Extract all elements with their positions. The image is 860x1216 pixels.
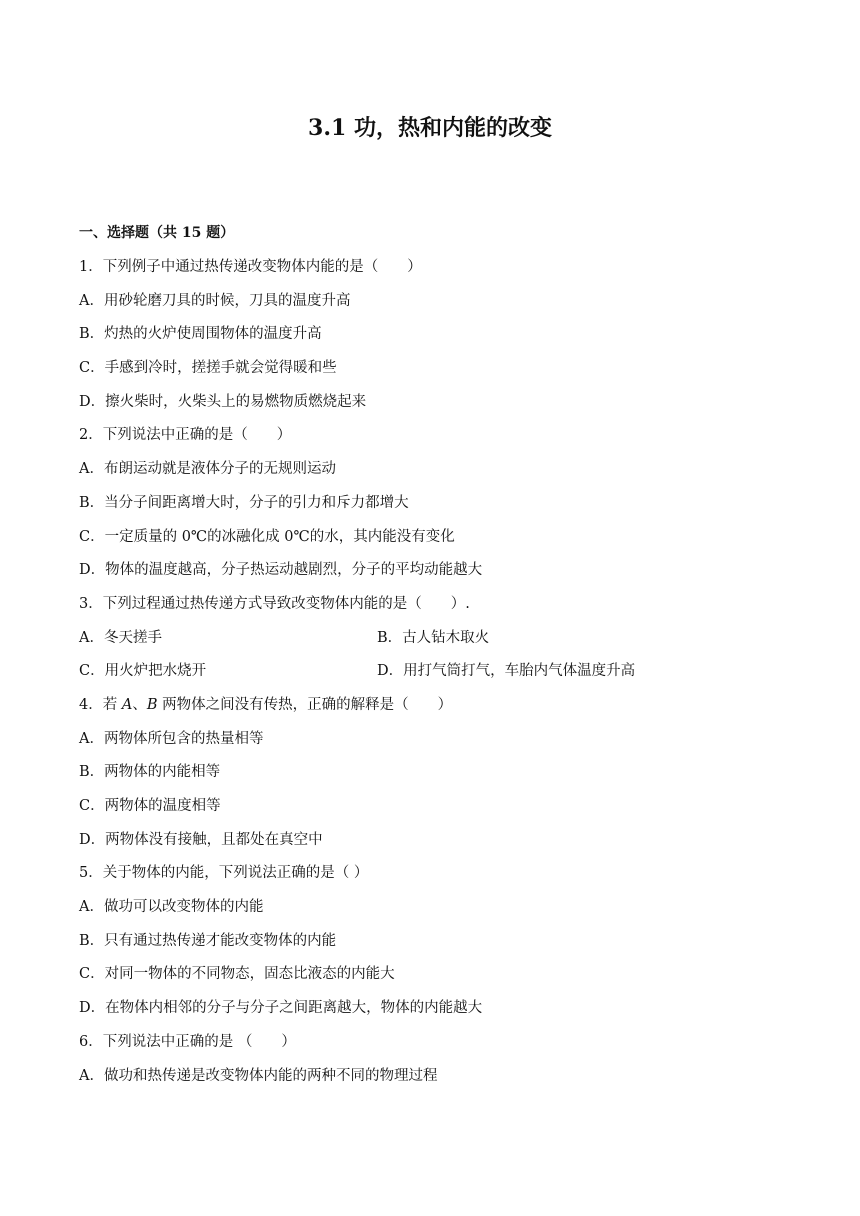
question-5-option-b: B．只有通过热传递才能改变物体的内能: [79, 932, 337, 949]
question-1-option-b: B．灼热的火炉使周围物体的温度升高: [79, 326, 322, 343]
question-3-option-b: B．古人钻木取火: [377, 629, 490, 646]
question-1-option-d: D．擦火柴时，火柴头上的易燃物质燃烧起来: [79, 393, 367, 410]
question-1-stem: 1．下列例子中通过热传递改变物体内能的是（ ）: [79, 259, 422, 275]
question-6-option-a: A．做功和热传递是改变物体内能的两种不同的物理过程: [79, 1067, 438, 1084]
question-4-option-b: B．两物体的内能相等: [79, 764, 221, 781]
section-heading: 一、选择题（共 15 题）: [79, 225, 235, 241]
question-6-stem: 6．下列说法中正确的是 （ ）: [79, 1033, 296, 1050]
question-list: [79, 256, 779, 1098]
question-1-option-a: A．用砂轮磨刀具的时候，刀具的温度升高: [79, 292, 351, 309]
question-5-option-d: D．在物体内相邻的分子与分子之间距离越大，物体的内能越大: [79, 1000, 483, 1017]
question-3-option-c: C．用火炉把水烧开: [79, 663, 207, 680]
question-4-option-a: A．两物体所包含的热量相等: [79, 730, 264, 747]
question-5-option-a: A．做功可以改变物体的内能: [79, 899, 264, 916]
question-2-stem: 2．下列说法中正确的是（ ）: [79, 427, 292, 444]
question-4-stem-separator: 、: [132, 696, 147, 713]
variable-b: B: [146, 696, 158, 713]
question-4-option-c: C．两物体的温度相等: [79, 798, 221, 814]
question-5-stem: 5．关于物体的内能，下列说法正确的是（ ）: [79, 865, 369, 882]
question-2-option-d: D．物体的温度越高，分子热运动越剧烈，分子的平均动能越大: [79, 562, 483, 579]
question-3-stem: 3．下列过程通过热传递方式导致改变物体内能的是（ ）.: [79, 595, 470, 612]
question-1-option-c: C．手感到冷时，搓搓手就会觉得暖和些: [79, 360, 337, 377]
question-2-option-b: B．当分子间距离增大时，分子的引力和斥力都增大: [79, 494, 409, 511]
question-3-options-row-2: [79, 660, 779, 694]
question-3-option-d: D．用打气筒打气，车胎内气体温度升高: [377, 663, 636, 680]
document-title: 3.1 功，热和内能的改变: [308, 115, 552, 141]
question-5-option-c: C．对同一物体的不同物态，固态比液态的内能大: [79, 966, 395, 983]
question-2-option-a: A．布朗运动就是液体分子的无规则运动: [79, 461, 336, 478]
question-4-stem-prefix: 4．若: [79, 696, 122, 713]
question-3-options-row-1: [79, 627, 779, 661]
question-4-stem-suffix: 两物体之间没有传热，正确的解释是（ ）: [157, 696, 453, 713]
question-4-stem: [79, 694, 779, 728]
question-4-option-d: D．两物体没有接触，且都处在真空中: [79, 831, 323, 848]
question-2-option-c: C．一定质量的 0℃的冰融化成 0℃的水，其内能没有变化: [79, 528, 455, 545]
question-3-option-a: A．冬天搓手: [79, 629, 162, 646]
variable-a: A: [121, 696, 133, 713]
